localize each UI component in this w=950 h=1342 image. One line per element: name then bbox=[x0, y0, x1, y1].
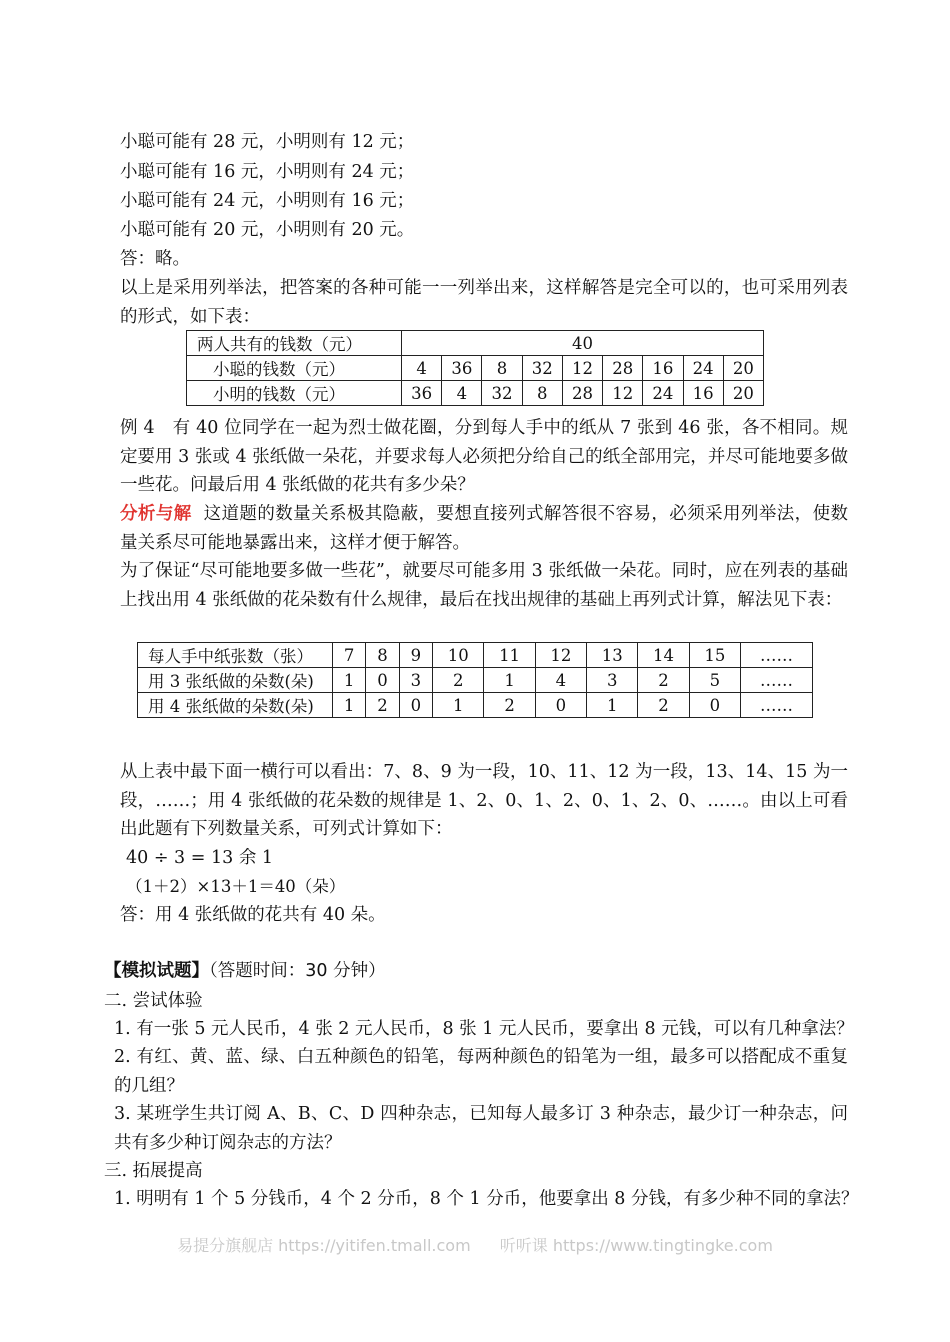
table-cell: 7 bbox=[333, 643, 366, 668]
example-4-question: 例 4 有 40 位同学在一起为烈士做花圈，分到每人手中的纸从 7 张到 46 张，各不相同。规定要用 3 张或 4 张纸做一朵花，并要求每人必须把分给自己的纸全部用完，并尽可能地要多做一些花。问最后用 4 张纸做的花共有多少朵？ bbox=[120, 418, 848, 495]
table-cell: 28 bbox=[603, 356, 643, 381]
text-line: 小聪可能有 20 元，小明则有 20 元。 bbox=[120, 220, 415, 240]
table-cell: 36 bbox=[442, 356, 482, 381]
table-cell: 16 bbox=[683, 381, 723, 406]
table-cell: 4 bbox=[402, 356, 442, 381]
paragraph-rule: 为了保证“尽可能地要多做一些花”，就要尽可能多用 3 张纸做一朵花。同时，应在列表的基础上找出用 4 张纸做的花朵数有什么规律，最后在找出规律的基础上再列式计算，解法见下表： bbox=[120, 561, 848, 610]
paragraph-list-method: 以上是采用列举法，把答案的各种可能一一列举出来，这样解答是完全可以的，也可采用列表的形式，如下表： bbox=[120, 278, 848, 327]
text-line: 小聪可能有 24 元，小明则有 16 元； bbox=[120, 191, 415, 211]
money-table bbox=[186, 330, 764, 406]
table-cell: 32 bbox=[522, 356, 562, 381]
table-cell: 1 bbox=[333, 668, 366, 693]
formula-total: （1＋2）×13＋1＝40（朵） bbox=[126, 877, 346, 896]
part-title: 二. 尝试体验 bbox=[104, 991, 203, 1011]
table-cell: 8 bbox=[482, 356, 522, 381]
table-cell: 2 bbox=[484, 693, 535, 718]
table-cell: 15 bbox=[689, 643, 740, 668]
question-2: 2. 有红、黄、蓝、绿、白五种颜色的铅笔，每两种颜色的铅笔为一组，最多可以搭配成不重复的几组？ bbox=[114, 1047, 848, 1096]
table-row bbox=[187, 381, 764, 406]
table-cell: 13 bbox=[587, 643, 638, 668]
table-cell: 3 bbox=[399, 668, 432, 693]
table-cell: 16 bbox=[643, 356, 683, 381]
table-header-cell: 用 4 张纸做的朵数(朵) bbox=[138, 693, 333, 718]
table-cell: 8 bbox=[366, 643, 399, 668]
table-row bbox=[138, 693, 813, 718]
table-cell: 12 bbox=[603, 381, 643, 406]
table-cell: 12 bbox=[535, 643, 586, 668]
table-cell: 0 bbox=[399, 693, 432, 718]
table-row bbox=[138, 643, 813, 668]
table-header-cell: 小聪的钱数（元） bbox=[187, 356, 402, 381]
table-cell: 11 bbox=[484, 643, 535, 668]
formula-division bbox=[126, 844, 273, 872]
section-heading bbox=[104, 957, 386, 985]
formula-expression: 40 ÷ 3 = 13 bbox=[126, 848, 234, 868]
table-cell: …… bbox=[741, 643, 813, 668]
footer-left-link[interactable]: 易提分旗舰店 https://yitifen.tmall.com bbox=[177, 1236, 471, 1255]
paragraph-pattern: 从上表中最下面一横行可以看出：7、8、9 为一段，10、11、12 为一段，13、14、15 为一段，……；用 4 张纸做的花朵数的规律是 1、2、0、1、2、0、1、2、0、……。由以上可看出此题有下列数量关系，可列式计算如下： bbox=[120, 762, 848, 839]
table-cell: 40 bbox=[402, 331, 764, 356]
table-cell: 36 bbox=[402, 381, 442, 406]
analysis-label: 分析与解 bbox=[120, 504, 192, 524]
question-1: 1. 有一张 5 元人民币，4 张 2 元人民币，8 张 1 元人民币，要拿出 8 元钱，可以有几种拿法？ bbox=[114, 1019, 854, 1039]
footer-right-link[interactable]: 听听课 https://www.tingtingke.com bbox=[499, 1236, 773, 1255]
table-row bbox=[187, 356, 764, 381]
text-line: 小聪可能有 16 元，小明则有 24 元； bbox=[120, 162, 415, 182]
table-cell: 32 bbox=[482, 381, 522, 406]
table-header-cell: 小明的钱数（元） bbox=[187, 381, 402, 406]
table-header-cell: 用 3 张纸做的朵数(朵) bbox=[138, 668, 333, 693]
table-cell: 0 bbox=[535, 693, 586, 718]
answer-line: 答：用 4 张纸做的花共有 40 朵。 bbox=[120, 905, 386, 925]
table-cell: 14 bbox=[638, 643, 689, 668]
table-cell: …… bbox=[741, 668, 813, 693]
section-title: 【模拟试题】 bbox=[104, 961, 209, 981]
table-cell: 1 bbox=[433, 693, 484, 718]
section-time: （答题时间：30 分钟） bbox=[209, 961, 386, 981]
table-cell: 0 bbox=[366, 668, 399, 693]
analysis-text: 这道题的数量关系极其隐蔽，要想直接列式解答很不容易，必须采用列举法，使数量关系尽可能地暴露出来，这样才便于解答。 bbox=[120, 504, 848, 553]
table-cell: 24 bbox=[683, 356, 723, 381]
table-cell: 20 bbox=[723, 356, 763, 381]
table-cell: 2 bbox=[433, 668, 484, 693]
table-cell: 12 bbox=[562, 356, 602, 381]
table-cell: 0 bbox=[689, 693, 740, 718]
part-title: 三. 拓展提高 bbox=[104, 1161, 203, 1181]
text-line: 小聪可能有 28 元，小明则有 12 元； bbox=[120, 132, 415, 152]
table-cell: 3 bbox=[587, 668, 638, 693]
footer-watermark bbox=[0, 1233, 950, 1256]
table-cell: 2 bbox=[638, 693, 689, 718]
table-header-cell: 两人共有的钱数（元） bbox=[187, 331, 402, 356]
table-cell: …… bbox=[741, 693, 813, 718]
table-cell: 20 bbox=[723, 381, 763, 406]
table-cell: 1 bbox=[587, 693, 638, 718]
table-cell: 10 bbox=[433, 643, 484, 668]
table-cell: 8 bbox=[522, 381, 562, 406]
table-cell: 5 bbox=[689, 668, 740, 693]
formula-remainder: 余 1 bbox=[238, 848, 274, 868]
question-4: 1. 明明有 1 个 5 分钱币，4 个 2 分币，8 个 1 分币，他要拿出 8 分钱，有多少种不同的拿法？ bbox=[114, 1189, 859, 1209]
table-cell: 4 bbox=[442, 381, 482, 406]
question-3: 3. 某班学生共订阅 A、B、C、D 四种杂志，已知每人最多订 3 种杂志，最少订一种杂志，问共有多少种订阅杂志的方法？ bbox=[114, 1104, 848, 1153]
table-cell: 1 bbox=[484, 668, 535, 693]
table-cell: 2 bbox=[638, 668, 689, 693]
paper-table bbox=[137, 642, 813, 718]
table-cell: 4 bbox=[535, 668, 586, 693]
table-cell: 24 bbox=[643, 381, 683, 406]
table-cell: 28 bbox=[562, 381, 602, 406]
table-row bbox=[138, 668, 813, 693]
analysis-paragraph bbox=[120, 500, 848, 557]
table-cell: 2 bbox=[366, 693, 399, 718]
table-cell: 1 bbox=[333, 693, 366, 718]
table-header-cell: 每人手中纸张数（张） bbox=[138, 643, 333, 668]
table-cell: 9 bbox=[399, 643, 432, 668]
answer-line: 答：略。 bbox=[120, 249, 190, 269]
